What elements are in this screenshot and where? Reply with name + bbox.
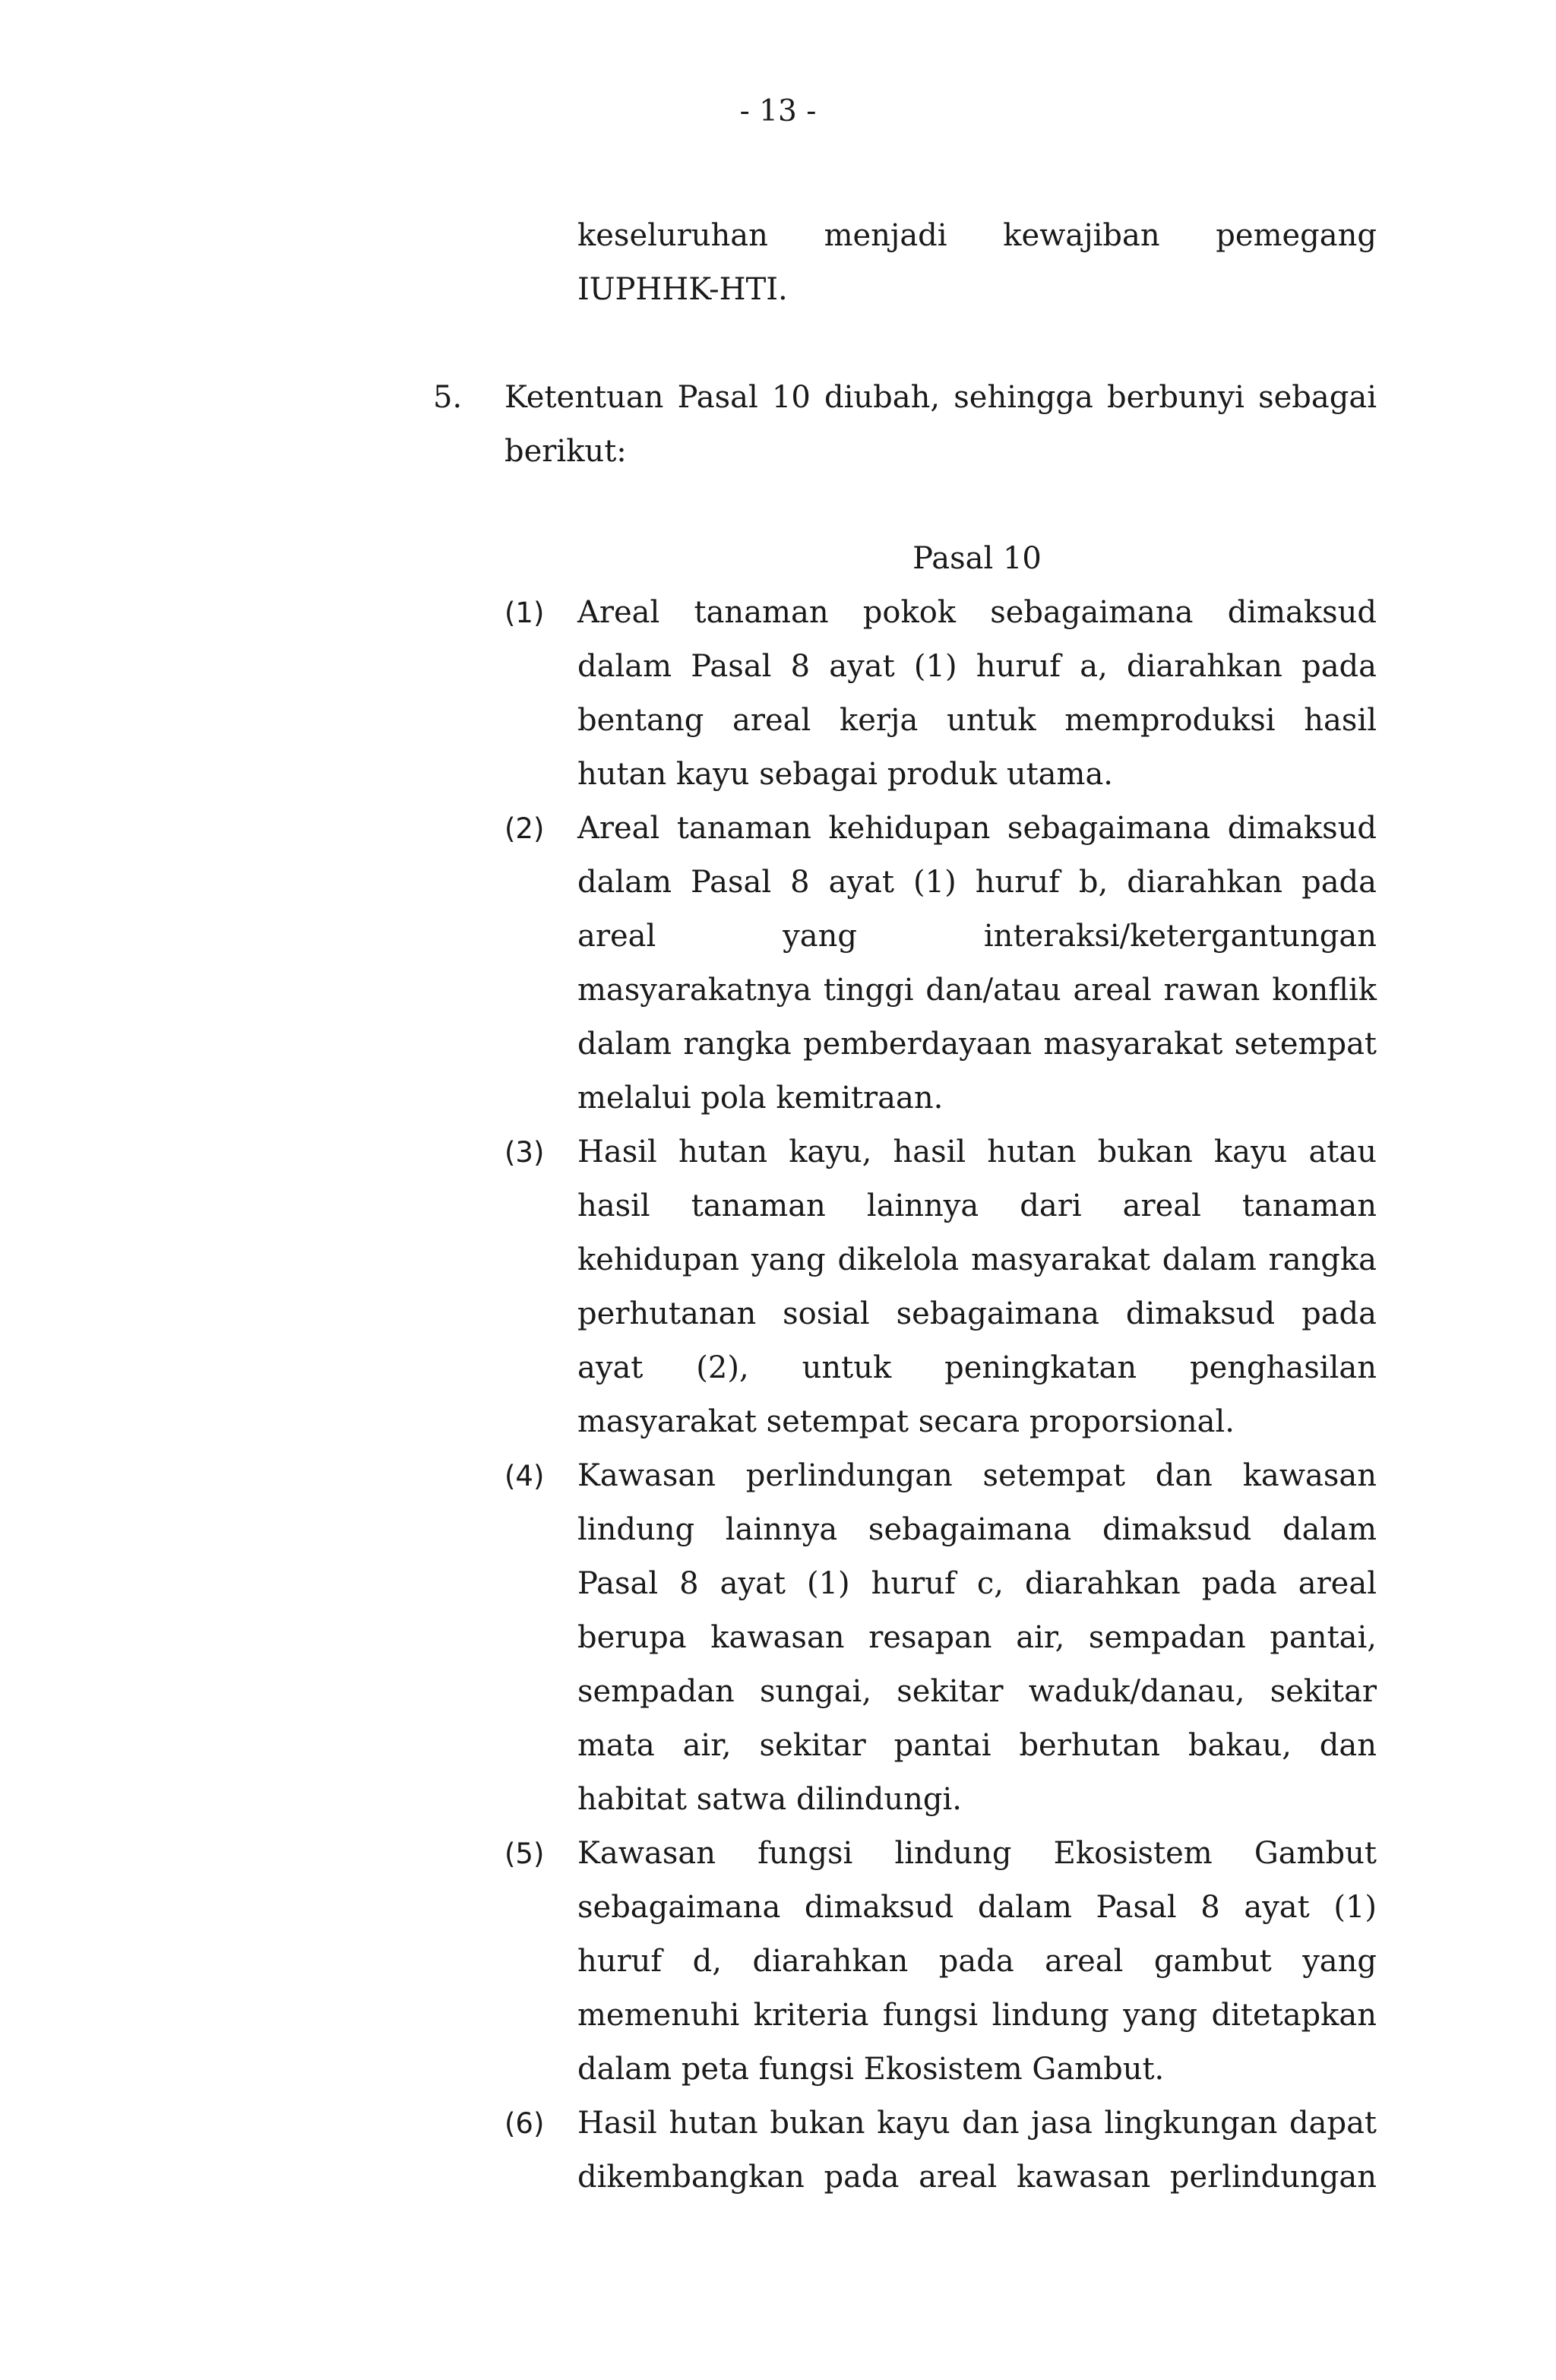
clause-list [504,586,1377,2204]
clause-number: (1) [504,597,545,629]
clause-text: Areal tanaman pokok sebagaimana dimaksud dalam Pasal 8 ayat (1) huruf a, diarahkan pada bentang areal kerja untuk memproduksi hasil hutan kayu sebagai produk utama. [577,595,1377,792]
clause-text: Areal tanaman kehidupan sebagaimana dimaksud dalam Pasal 8 ayat (1) huruf b, diarahkan pada areal yang interaksi/ketergantungan masyarakatnya tinggi dan/atau areal rawan konflik dalam rangka pemberdayaan masyarakat setempat melalui pola kemitraan. [577,811,1377,1116]
page-number: - 13 - [739,94,817,128]
article-heading: Pasal 10 [912,541,1042,576]
clause-number: (3) [504,1136,545,1169]
clause-3 [504,1125,1377,1449]
clause-4 [504,1449,1377,1827]
clause-text: Hasil hutan kayu, hasil hutan bukan kayu atau hasil tanaman lainnya dari areal tanaman kehidupan yang dikelola masyarakat dalam rangka perhutanan sosial sebagaimana dimaksud pada ayat (2), untuk peningkatan penghasilan masyarakat setempat secara proporsional. [577,1135,1377,1439]
clause-number: (6) [504,2107,545,2140]
clause-number: (4) [504,1460,545,1492]
clause-number: (5) [504,1837,545,1870]
clause-number: (2) [504,812,545,845]
clause-1 [504,586,1377,802]
clause-5 [504,1827,1377,2097]
clause-2 [504,802,1377,1125]
list-item-text: Ketentuan Pasal 10 diubah, sehingga berbunyi sebagai berikut: [504,380,1377,469]
clause-6 [504,2097,1377,2204]
continuation-paragraph: keseluruhan menjadi kewajiban pemegang IUPHHK-HTI. [577,218,1377,307]
list-item-number: 5. [433,380,463,415]
clause-text: Kawasan perlindungan setempat dan kawasan lindung lainnya sebagaimana dimaksud dalam Pasal 8 ayat (1) huruf c, diarahkan pada areal berupa kawasan resapan air, sempadan pantai, sempadan sungai, sekitar waduk/danau, sekitar mata air, sekitar pantai berhutan bakau, dan habitat satwa dilindungi. [577,1458,1377,1817]
clause-text: Kawasan fungsi lindung Ekosistem Gambut sebagaimana dimaksud dalam Pasal 8 ayat (1) huruf d, diarahkan pada areal gambut yang memenuhi kriteria fungsi lindung yang ditetapkan dalam peta fungsi Ekosistem Gambut. [577,1836,1377,2087]
clause-text: Hasil hutan bukan kayu dan jasa lingkungan dapat dikembangkan pada areal kawasan perlindungan [577,2106,1377,2195]
